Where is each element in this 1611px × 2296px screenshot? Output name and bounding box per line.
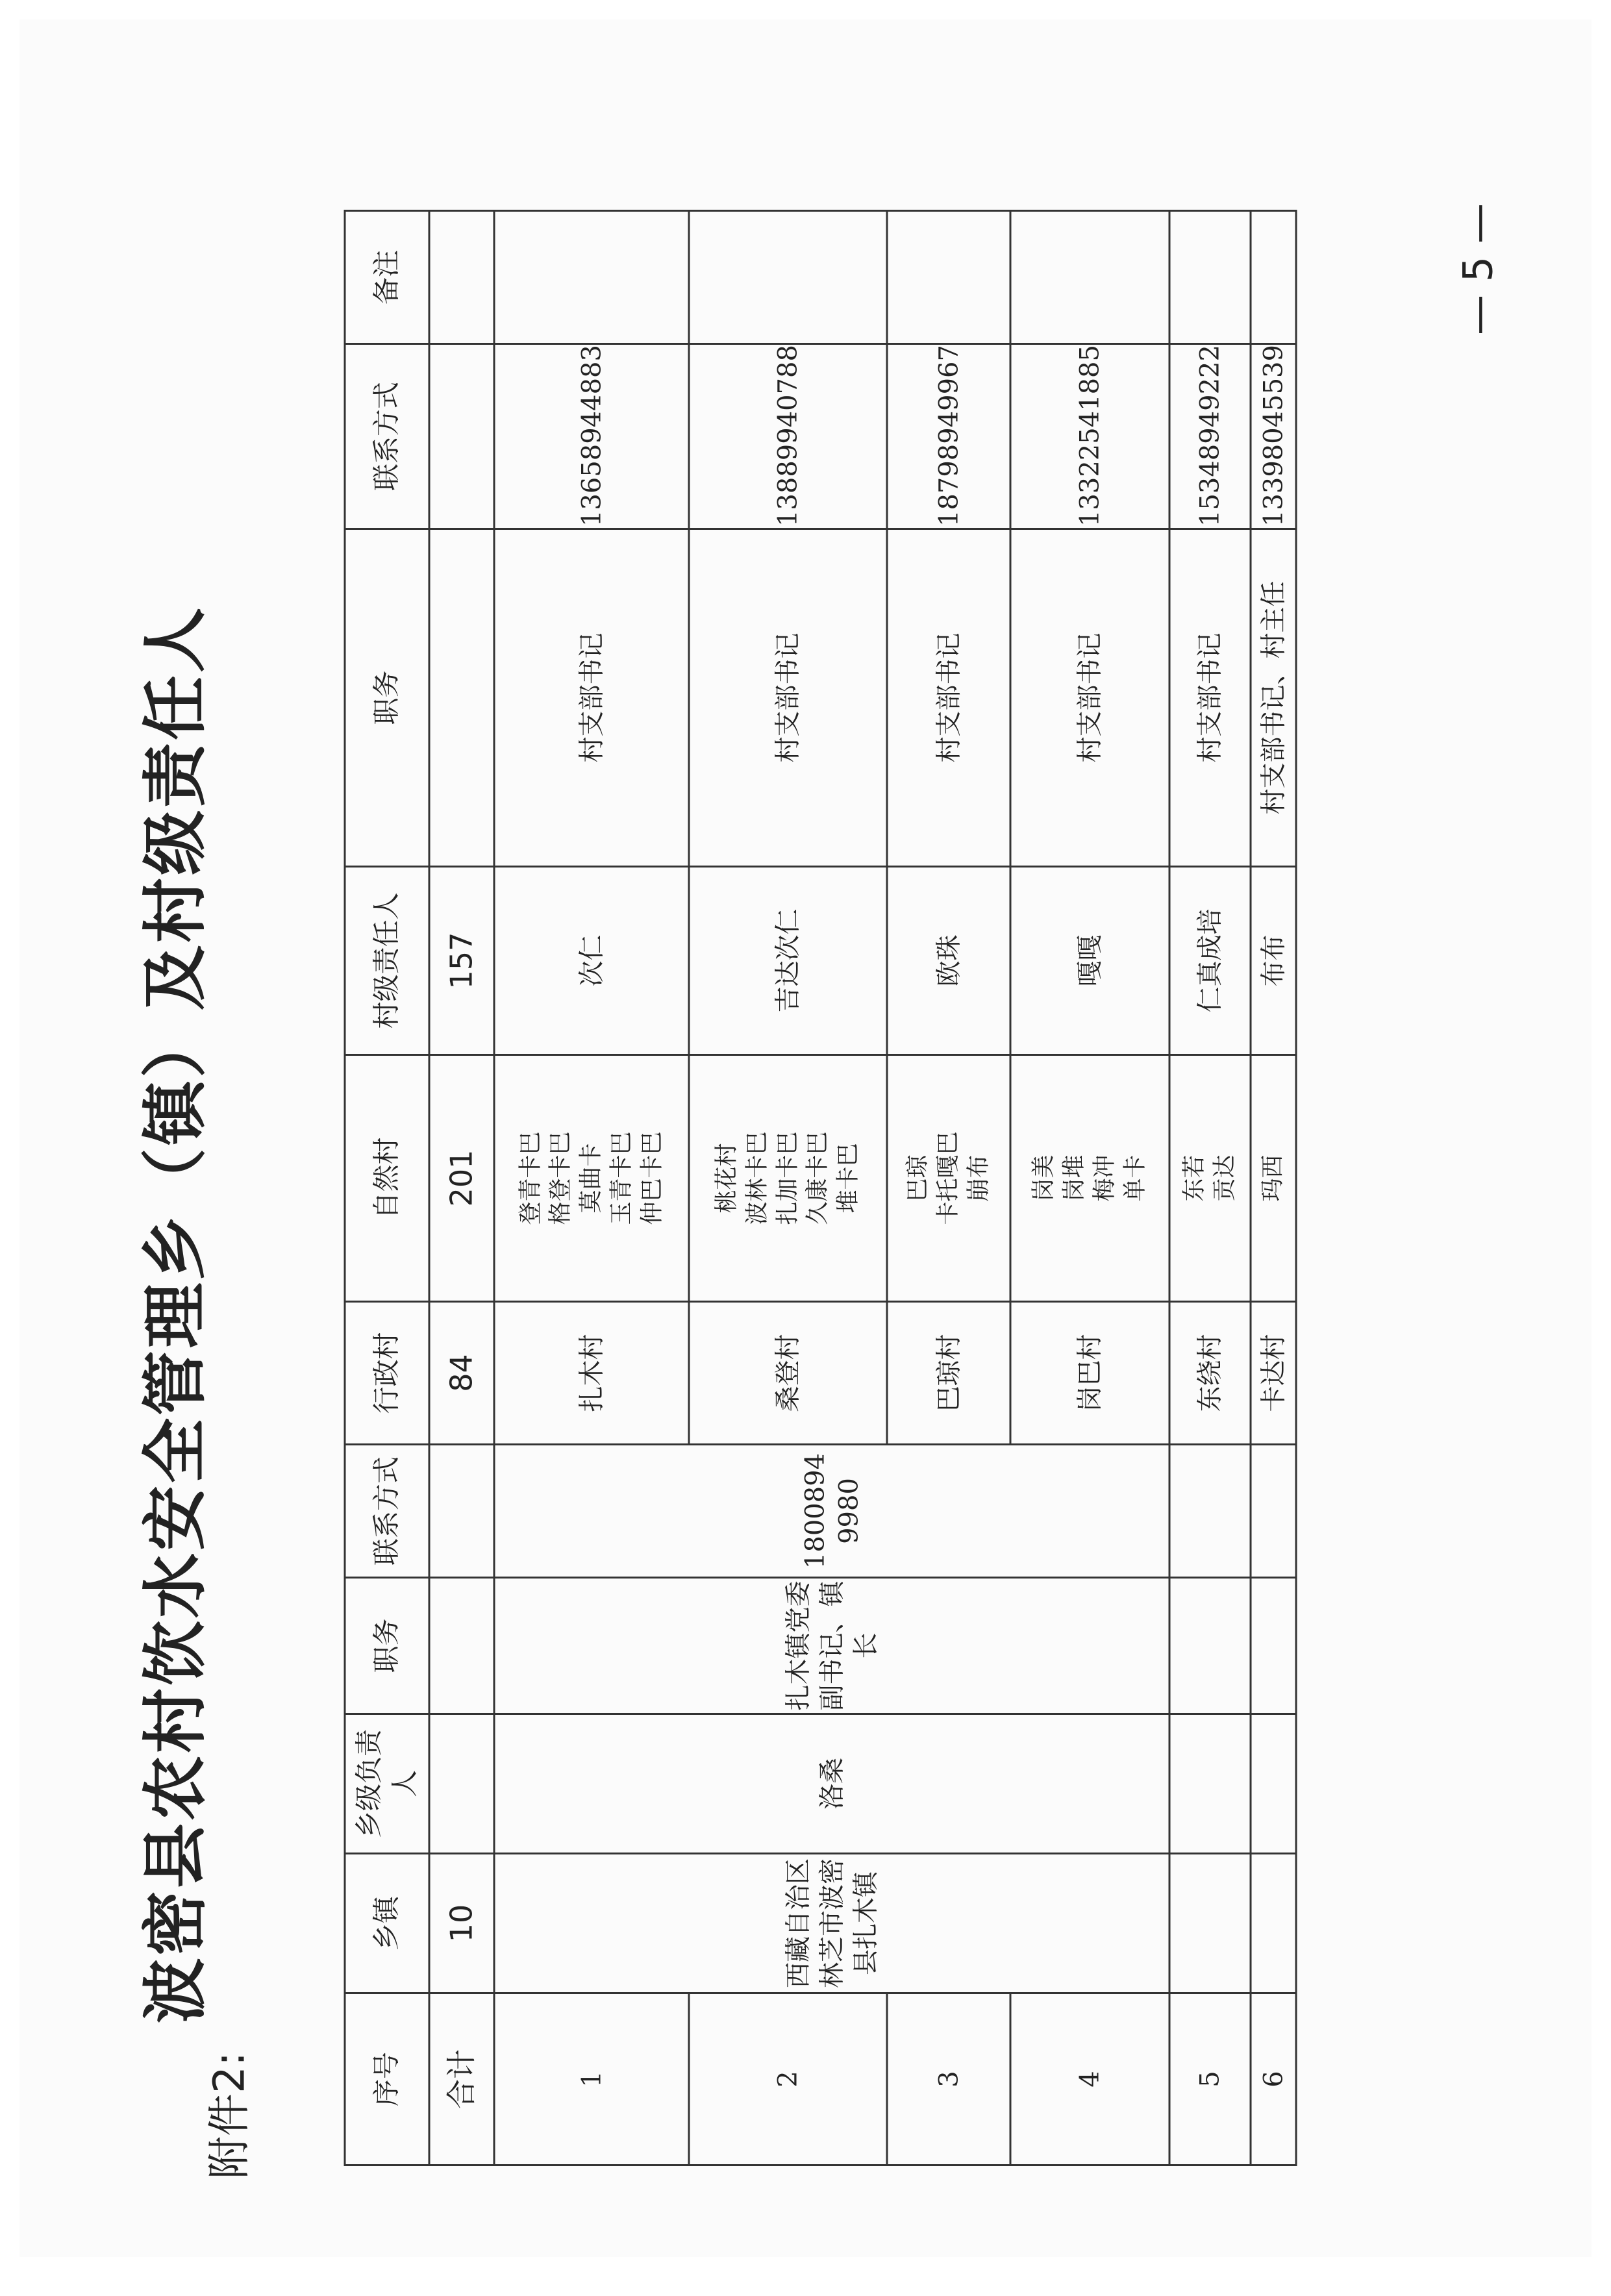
admin-village: 卡达村 [1251, 1302, 1296, 1445]
town-contact: 18008949980 [494, 1445, 1169, 1578]
remark [1251, 211, 1296, 344]
natural-village-item: 莫曲卡 [577, 1057, 607, 1299]
row-seq: 2 [689, 1993, 887, 2165]
admin-village: 岗巴村 [1010, 1302, 1169, 1445]
village-position: 村支部书记、村主任 [1251, 529, 1296, 867]
row-seq: 3 [887, 1993, 1010, 2165]
village-responsible: 吉达次仁 [689, 867, 887, 1055]
natural-village-item: 东若 [1180, 1057, 1210, 1299]
header-township: 乡镇 [345, 1854, 429, 1993]
remark [494, 211, 689, 344]
header-natural-village: 自然村 [345, 1055, 429, 1302]
village-position: 村支部书记 [887, 529, 1010, 867]
admin-village: 东绕村 [1169, 1302, 1251, 1445]
header-town-contact: 联系方式 [345, 1445, 429, 1578]
totals-row [429, 211, 494, 2165]
remark [689, 211, 887, 344]
natural-villages [689, 1055, 887, 1302]
remark [1010, 211, 1169, 344]
natural-village-item: 崩布 [964, 1057, 994, 1299]
natural-village-item: 扎加卡巴 [773, 1057, 803, 1299]
row-seq: 4 [1010, 1993, 1169, 2165]
header-town-position: 职务 [345, 1578, 429, 1714]
village-position: 村支部书记 [1169, 529, 1251, 867]
table-row [1169, 211, 1251, 2165]
remark [887, 211, 1010, 344]
village-contact: 18798949967 [887, 344, 1010, 529]
township-name: 西藏自治区林芝市波密县扎木镇 [494, 1854, 1169, 1993]
natural-village-item: 梅冲 [1090, 1057, 1121, 1299]
natural-village-item: 登青卡巴 [516, 1057, 546, 1299]
header-admin-village: 行政村 [345, 1302, 429, 1445]
natural-villages [887, 1055, 1010, 1302]
natural-village-item: 久康卡巴 [803, 1057, 834, 1299]
row-seq: 5 [1169, 1993, 1251, 2165]
village-contact: 13322541885 [1010, 344, 1169, 529]
document-page [19, 19, 1592, 2257]
header-village-contact: 联系方式 [345, 344, 429, 529]
town-responsible: 洛桑 [494, 1714, 1169, 1854]
natural-village-item: 巴琼 [903, 1057, 934, 1299]
table-row [494, 211, 689, 2165]
header-town-responsible: 乡级负责人 [345, 1714, 429, 1854]
village-responsible: 欧珠 [887, 867, 1010, 1055]
natural-village-item: 格登卡巴 [546, 1057, 577, 1299]
natural-village-item: 波林卡巴 [742, 1057, 773, 1299]
natural-village-item: 贡达 [1210, 1057, 1241, 1299]
header-village-position: 职务 [345, 529, 429, 867]
table-row [1251, 211, 1296, 2165]
remark [1169, 211, 1251, 344]
village-responsible: 嘎嘎 [1010, 867, 1169, 1055]
responsibility-table [344, 210, 1297, 2166]
header-seq: 序号 [345, 1993, 429, 2165]
row-seq: 6 [1251, 1993, 1296, 2165]
natural-village-item: 玛西 [1258, 1057, 1289, 1299]
totals-village-responsible: 157 [429, 867, 494, 1055]
natural-village-item: 单卡 [1120, 1057, 1151, 1299]
village-position: 村支部书记 [494, 529, 689, 867]
natural-villages [1251, 1055, 1296, 1302]
natural-village-item: 玉青卡巴 [606, 1057, 637, 1299]
page-number: — 5 — [1455, 203, 1502, 335]
natural-village-item: 岗堆 [1060, 1057, 1090, 1299]
village-responsible: 布布 [1251, 867, 1296, 1055]
village-contact: 13398045539 [1251, 344, 1296, 529]
totals-natural-village: 201 [429, 1055, 494, 1302]
village-responsible: 仁真成培 [1169, 867, 1251, 1055]
village-position: 村支部书记 [1010, 529, 1169, 867]
row-seq: 1 [494, 1993, 689, 2165]
town-position: 扎木镇党委副书记、镇长 [494, 1578, 1169, 1714]
natural-village-item: 岗美 [1029, 1057, 1060, 1299]
natural-villages [1169, 1055, 1251, 1302]
admin-village: 扎木村 [494, 1302, 689, 1445]
natural-villages [494, 1055, 689, 1302]
village-contact: 15348949222 [1169, 344, 1251, 529]
admin-village: 桑登村 [689, 1302, 887, 1445]
document-title: 波密县农村饮水安全管理乡（镇）及村级责任人 [123, 605, 217, 2023]
natural-village-item: 堆卡巴 [834, 1057, 864, 1299]
natural-village-item: 桃花村 [712, 1057, 743, 1299]
natural-villages [1010, 1055, 1169, 1302]
header-village-responsible: 村级责任人 [345, 867, 429, 1055]
village-contact: 13889940788 [689, 344, 887, 529]
admin-village: 巴琼村 [887, 1302, 1010, 1445]
rotated-content [19, 19, 1611, 2296]
totals-township: 10 [429, 1854, 494, 1993]
totals-label: 合计 [429, 1993, 494, 2165]
header-remark: 备注 [345, 211, 429, 344]
attachment-label: 附件2: [195, 2052, 256, 2179]
village-position: 村支部书记 [689, 529, 887, 867]
village-contact: 13658944883 [494, 344, 689, 529]
natural-village-item: 仲巴卡巴 [637, 1057, 668, 1299]
totals-admin-village: 84 [429, 1302, 494, 1445]
village-responsible: 次仁 [494, 867, 689, 1055]
header-row [345, 211, 429, 2165]
natural-village-item: 卡托嘎巴 [934, 1057, 964, 1299]
